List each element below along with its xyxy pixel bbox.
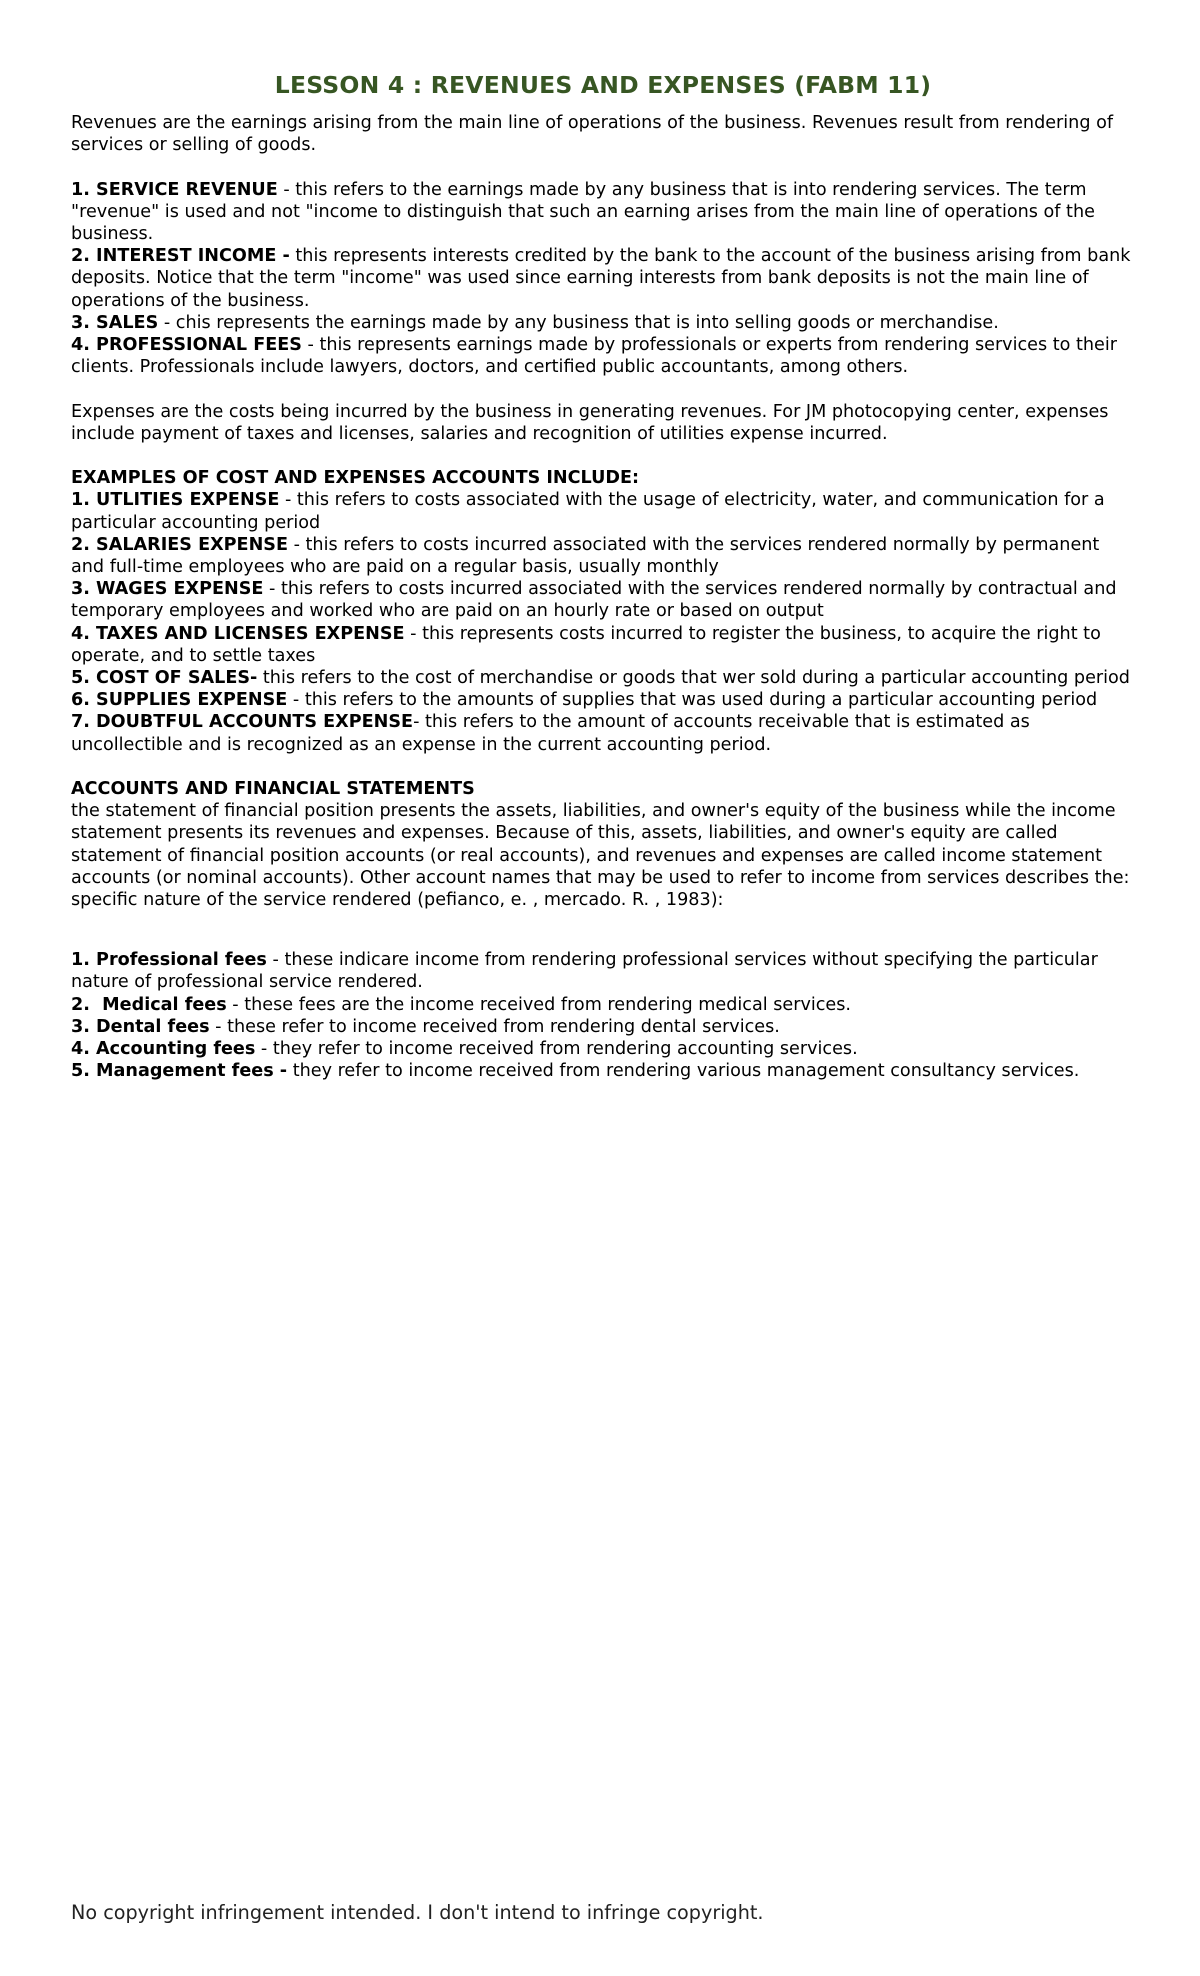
- item-text: - this refers to the amount of accounts receivable that is estimated as uncollectible and is recognized as an expense in the current accounting period.: [71, 712, 1030, 755]
- spacer: [71, 156, 1135, 178]
- accounts-text: the statement of financial position presents the assets, liabilities, and owner's equity of the business while the income statement presents its revenues and expenses. Because of this, assets, liabilities, and owner's equity are called statement of financial position accounts (or real accounts), and revenues and expenses are called income statement accounts (or nominal accounts). Other account names that may be used to refer to income from services describes the: specific nature of the service rendered (pefianco, e. , mercado. R. , 1983):: [71, 801, 1130, 911]
- item-term: 4. TAXES AND LICENSES EXPENSE: [71, 623, 405, 644]
- accounts-heading: ACCOUNTS AND FINANCIAL STATEMENTS: [71, 779, 475, 800]
- list-item: [71, 245, 1135, 312]
- list-item: [71, 1038, 1135, 1060]
- item-term: 2. SALARIES EXPENSE: [71, 534, 288, 555]
- item-term: 4. Accounting fees: [71, 1039, 256, 1060]
- item-term: 1. Professional fees: [71, 950, 267, 971]
- spacer: [71, 445, 1135, 467]
- list-item: [71, 334, 1135, 378]
- list-item: [71, 534, 1135, 578]
- item-text: - this represents costs incurred to register the business, to acquire the right to operate, and to settle taxes: [71, 623, 1101, 666]
- list-item: [71, 1060, 1135, 1082]
- item-text: - these fees are the income received from rendering medical services.: [226, 994, 852, 1015]
- expenses-intro: Expenses are the costs being incurred by the business in generating revenues. For JM photocopying center, expenses include payment of taxes and licenses, salaries and recognition of utilities expense incurred.: [71, 401, 1109, 444]
- page-title: LESSON 4 : REVENUES AND EXPENSES (FABM 11): [274, 71, 932, 99]
- item-term: 4. PROFESSIONAL FEES: [71, 335, 302, 356]
- list-item: [71, 489, 1135, 533]
- item-text: - they refer to income received from rendering accounting services.: [255, 1039, 858, 1060]
- spacer: [71, 378, 1135, 400]
- item-text: - this refers to costs incurred associated with the services rendered normally by contractual and temporary employees and worked who are paid on an hourly rate or based on output: [71, 579, 1117, 622]
- revenues-list: [71, 179, 1135, 379]
- list-item: [71, 578, 1135, 622]
- item-text: - this refers to the amounts of supplies that was used during a particular accounting period: [287, 690, 1098, 711]
- item-term: 6. SUPPLIES EXPENSE: [71, 690, 288, 711]
- expenses-list: [71, 467, 1135, 756]
- list-item: [71, 667, 1135, 689]
- item-term: 1. SERVICE REVENUE: [71, 179, 278, 200]
- list-item: [71, 711, 1135, 755]
- item-term: 5. COST OF SALES-: [71, 668, 258, 689]
- item-text: they refer to income received from rendering various management consultancy services.: [287, 1061, 1080, 1082]
- list-item: [71, 949, 1135, 993]
- list-item: [71, 1016, 1135, 1038]
- item-text: - this refers to costs incurred associated with the services rendered normally by permanent and full-time employees who are paid on a regular basis, usually monthly: [71, 534, 1100, 578]
- item-text: - these refer to income received from rendering dental services.: [209, 1016, 780, 1037]
- item-text: this refers to the cost of merchandise or goods that wer sold during a particular accounting period: [257, 668, 1130, 689]
- list-item: [71, 689, 1135, 711]
- list-item: [71, 623, 1135, 667]
- fees-list: [71, 949, 1135, 1082]
- item-text: - this represents earnings made by professionals or experts from rendering services to their clients. Professionals include lawyers, doctors, and certified public accountants, among others.: [71, 335, 1117, 378]
- item-term: 3. WAGES EXPENSE: [71, 579, 264, 600]
- item-term: 2. INTEREST INCOME -: [71, 246, 290, 267]
- item-text: this represents interests credited by the bank to the account of the business arising from bank deposits. Notice that the term "income" was used since earning interests from bank deposits is not the main line of operations of the business.: [71, 246, 1131, 311]
- list-item: [71, 179, 1135, 246]
- document-page: [71, 68, 1135, 1082]
- spacer: [71, 911, 1135, 949]
- revenues-intro: Revenues are the earnings arising from the main line of operations of the business. Revenues result from rendering of services or selling of goods.: [71, 113, 1114, 156]
- copyright-notice: No copyright infringement intended. I don't intend to infringe copyright.: [71, 1901, 764, 1924]
- list-item: [71, 994, 1135, 1016]
- spacer: [71, 756, 1135, 778]
- item-text: - these indicare income from rendering professional services without specifying the particular nature of professional service rendered.: [71, 950, 1098, 993]
- item-term: 2. Medical fees: [71, 994, 227, 1015]
- item-term: 3. SALES: [71, 312, 159, 333]
- list-item: [71, 312, 1135, 334]
- item-term: 3. Dental fees: [71, 1016, 210, 1037]
- item-text: - this refers to the earnings made by any business that is into rendering services. The term "revenue" is used and not "income to distinguish that such an earning arises from the main line of operations of the business.: [71, 179, 1095, 244]
- accounts-section: [71, 778, 1135, 911]
- item-term: 5. Management fees -: [71, 1061, 288, 1082]
- item-text: - chis represents the earnings made by any business that is into selling goods or merchandise.: [158, 312, 999, 333]
- expenses-heading: EXAMPLES OF COST AND EXPENSES ACCOUNTS INCLUDE:: [71, 468, 640, 489]
- item-term: 1. UTLITIES EXPENSE: [71, 490, 280, 511]
- item-text: - this refers to costs associated with the usage of electricity, water, and communication for a particular accounting period: [71, 490, 1105, 533]
- item-term: 7. DOUBTFUL ACCOUNTS EXPENSE: [71, 712, 414, 733]
